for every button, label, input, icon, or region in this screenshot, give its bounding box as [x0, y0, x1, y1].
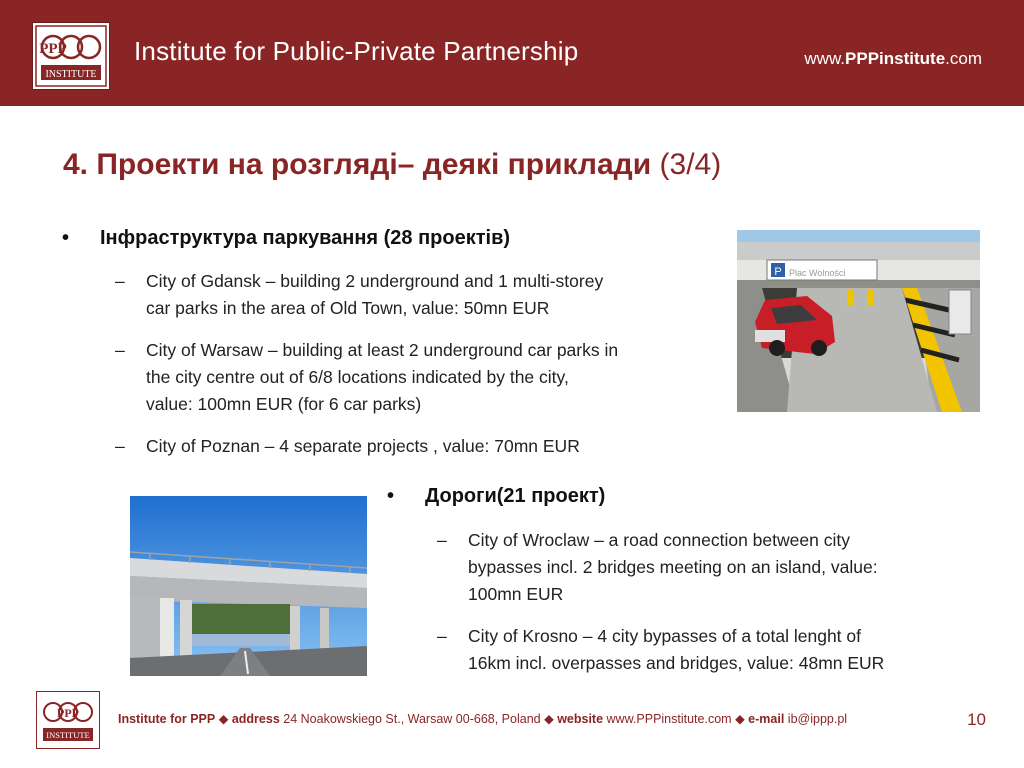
parking-garage-photo: [737, 230, 980, 412]
svg-text:P: P: [774, 266, 782, 278]
footer-logo-text: INSTITUTE: [46, 730, 90, 740]
footer-ppp-logo-icon: [36, 691, 100, 749]
item-line: City of Warsaw – building at least 2 underground car parks in: [146, 340, 619, 360]
footer-separator: ◆: [218, 712, 229, 726]
parking-sign-text: Plac Wolności: [789, 268, 846, 278]
slide-title-page: (3/4): [659, 148, 722, 181]
footer-email-link[interactable]: ib@ippp.pl: [787, 712, 848, 726]
item-text: [468, 623, 884, 677]
item-line: car parks in the area of Old Town, value: 50mn EUR: [146, 298, 550, 318]
footer-address-num: 24: [283, 712, 298, 726]
url-suffix: .com: [945, 49, 982, 68]
footer-address: Noakowskiego St., Warsaw 00-668, Poland: [300, 712, 541, 726]
item-line: 100mn EUR: [468, 584, 564, 604]
item-text: [146, 337, 618, 418]
item-line: City of Krosno – 4 city bypasses of a total lenght of: [468, 626, 861, 646]
item-line: 16km incl. overpasses and bridges, value: 48mn EUR: [468, 653, 885, 673]
footer-email-label: e-mail: [748, 712, 785, 726]
ppp-logo-icon: [32, 22, 110, 90]
item-line: City of Gdansk – building 2 underground and 1 multi-storey: [146, 271, 604, 291]
footer-org: Institute for PPP: [118, 712, 216, 726]
slide-title: [63, 148, 721, 182]
item-dash: –: [437, 626, 447, 646]
item-dash: –: [437, 530, 447, 550]
footer-info: [118, 711, 847, 726]
item-line: bypasses incl. 2 bridges meeting on an island, value:: [468, 557, 878, 577]
logo-letter: PPP: [39, 41, 67, 57]
url-prefix: www.: [804, 49, 846, 68]
footer-logo-letter: PPP: [57, 706, 79, 720]
item-text: [468, 527, 878, 608]
footer-website-label: website: [557, 712, 604, 726]
url-bold: PPPinstitute: [845, 49, 946, 68]
footer-separator: ◆: [735, 712, 745, 726]
item-dash: –: [115, 271, 125, 291]
footer-address-label: address: [231, 712, 280, 726]
item-line: City of Wroclaw – a road connection between city: [468, 530, 850, 550]
item-line: value: 100mn EUR (for 6 car parks): [146, 394, 422, 414]
header-url[interactable]: [804, 49, 982, 69]
page-number: 10: [967, 710, 986, 729]
road-bridge-photo: [130, 496, 367, 676]
item-text: [146, 268, 603, 322]
item-text: [146, 433, 580, 460]
item-dash: –: [115, 340, 125, 360]
item-dash: –: [115, 436, 125, 456]
header-title: Institute for Public-Private Partnership: [134, 36, 579, 66]
item-line: City of Poznan – 4 separate projects , value: 70mn EUR: [146, 436, 580, 456]
bullet-dot: •: [387, 485, 395, 507]
footer-separator: ◆: [544, 712, 554, 726]
bullet-dot: •: [62, 227, 70, 249]
bullet-heading: Дороги(21 проект): [425, 485, 606, 507]
header-bar: [0, 0, 1024, 106]
footer-website-link[interactable]: www.PPPinstitute.com: [606, 712, 732, 726]
logo-text: INSTITUTE: [45, 69, 97, 80]
bullet-heading: Інфраструктура паркування (28 проектів): [100, 227, 511, 249]
slide-title-main: 4. Проекти на розгляді– деякі приклади: [63, 148, 652, 181]
item-line: the city centre out of 6/8 locations indicated by the city,: [146, 367, 569, 387]
